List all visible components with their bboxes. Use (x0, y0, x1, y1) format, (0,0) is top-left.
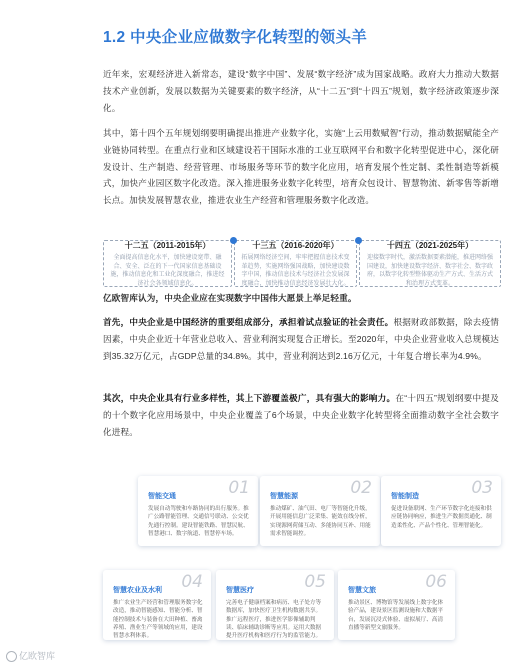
scenario-card-smart-transport (138, 476, 258, 546)
card-number: 06 (425, 572, 447, 592)
card-title: 智能交通 (148, 493, 176, 500)
timeline-text: 拓展网络经济空间，牢牢把握信息技术变革趋势，实施网络强国战略，加快建设数字中国，推动信息技术与经济社会发展深度融合，加快推动信息经济发展壮大化。 (241, 255, 350, 287)
scenario-card-smart-agriculture (103, 570, 211, 640)
section-title: 1.2 中央企业应做数字化转型的领头羊 (103, 29, 368, 46)
card-title: 智慧能源 (270, 493, 298, 500)
card-title: 智慧农业及水利 (113, 587, 162, 594)
card-text: 完善电子健康档案和病历、电子处方等数据库，加快医疗卫生机构数据共享。推广远程医疗，推进医学影像辅助判读、临床辅助诊断等应用。运用大数据提升医疗机构和医疗行为的监管能力。 (226, 600, 322, 640)
paragraph-second-reason (103, 390, 499, 440)
card-number: 03 (471, 478, 493, 498)
timeline-box-14th (359, 240, 501, 287)
timeline-box-12th (103, 240, 232, 287)
card-title: 智慧医疗 (226, 587, 254, 594)
watermark-text: 亿欧智库 (19, 651, 56, 661)
first-reason-detail: 根据财政部数据，除去疫情因素，中央企业近十年营业总收入、营业利润实现复合正增长。至2020年，中央企业营业收入总规模达到35.32万亿元，占GDP总量的34.8%。其中，营业利润达到2.16万亿元，十年复合增长率为4.9%。 (103, 317, 499, 361)
scenario-card-smart-manufacturing (381, 476, 501, 546)
watermark (6, 649, 55, 662)
scenario-card-smart-energy (260, 476, 380, 546)
card-title: 智能制造 (391, 493, 419, 500)
card-text: 促进设备联网、生产环节数字化连接和供应链协同响应，推进生产数据贯通化、制造柔性化、产品个性化、管理智能化。 (391, 506, 492, 529)
timeline-box-13th (234, 240, 357, 287)
card-text: 推广农业生产经营和管理服务数字化改造，推动智能感知、智能分析、智能控制技术与装备在大田种植、畜禽养殖、渔业生产等领域的应用，建设智慧水利体系。 (113, 600, 203, 640)
scenario-card-smart-tourism (338, 570, 455, 640)
second-reason-lead: 其次，中央企业具有行业多样性，其上下游覆盖极广，具有强大的影响力。 (103, 393, 396, 403)
timeline-text: 全面提高信息化水平，加快建设宽带、融合、安全、泛在的下一代国家信息基础设施，推动信息化和工业化深度融合，推进经济社会各领域信息化。 (110, 255, 225, 287)
paragraph-first-reason (103, 314, 499, 364)
first-reason-lead: 首先，中央企业是中国经济的重要组成部分，承担着试点验证的社会责任。 (103, 317, 394, 327)
card-number: 05 (304, 572, 326, 592)
timeline-text: 迎接数字时代，激活数据要素潜能，推进网络强国建设，加快建设数字经济、数字社会、数字政府，以数字化转型整体驱动生产方式、生活方式和治理方式变革。 (366, 255, 493, 287)
scenario-card-smart-healthcare (216, 570, 334, 640)
card-text: 推动煤矿、油气田、电厂等智能化升级，开展用能信息广泛采集、能效在线分析，实现源网荷储互动、多能协同互补、用能需求智能调控。 (270, 506, 371, 537)
card-text: 发展自动驾驶和车路协同的出行服务。推广公路智能管理、交通信号联动、公交优先通行控制。建设智能铁路、智慧民航、智慧港口、数字航道、智慧停车场。 (148, 506, 249, 537)
timeline-period: 十二五（2011-2015年） (122, 241, 214, 250)
card-number: 01 (228, 478, 250, 498)
paragraph-fourteenth-plan: 其中，第十四个五年规划纲要明确提出推进产业数字化，实施“上云用数赋智”行动，推动数据赋能全产业链协同转型。在重点行业和区域建设若干国际水准的工业互联网平台和数字化转型促进中心，深化研发设计、生产制造、经营管理、市场服务等环节的数字化应用，培育发展个性定制、柔性制造等新模式，加快产业园区数字化改造。深入推进服务业数字化转型，培育众包设计、智慧物流、新零售等新增长点。加快发展智慧农业，推进农业生产经营和管理服务数字化改造。 (103, 128, 499, 206)
timeline-period: 十三五（2016-2020年） (249, 241, 341, 250)
timeline-period: 十四五（2021-2025年） (384, 241, 476, 250)
watermark-logo-icon (6, 651, 17, 662)
card-title: 智慧文旅 (348, 587, 376, 594)
card-number: 02 (350, 478, 372, 498)
card-text: 推动景区、博物馆等发展线上数字化体验产品，建设景区监测设施和大数据平台，发展沉浸式体验、虚拟展厅、高清直播等新型文旅服务。 (348, 600, 444, 631)
paragraph-conclusion: 亿欧智库认为，中央企业应在实现数字中国伟大愿景上举足轻重。 (103, 293, 357, 303)
card-number: 04 (181, 572, 203, 592)
paragraph-digital-strategy: 近年来，宏观经济进入新常态，建设“数字中国”、发展“数字经济”成为国家战略。政府大力推动大数据技术产业创新，发展以数据为关键要素的数字经济，从“十二五”到“十四五”规划，数字经济政策逐步深化。 (103, 69, 499, 113)
second-reason-detail: 在“十四五”规划纲要中提及的十个数字化应用场景中，中央企业覆盖了6个场景，中央企业数字化转型将全面推动数字全社会数字化进程。 (103, 393, 499, 437)
